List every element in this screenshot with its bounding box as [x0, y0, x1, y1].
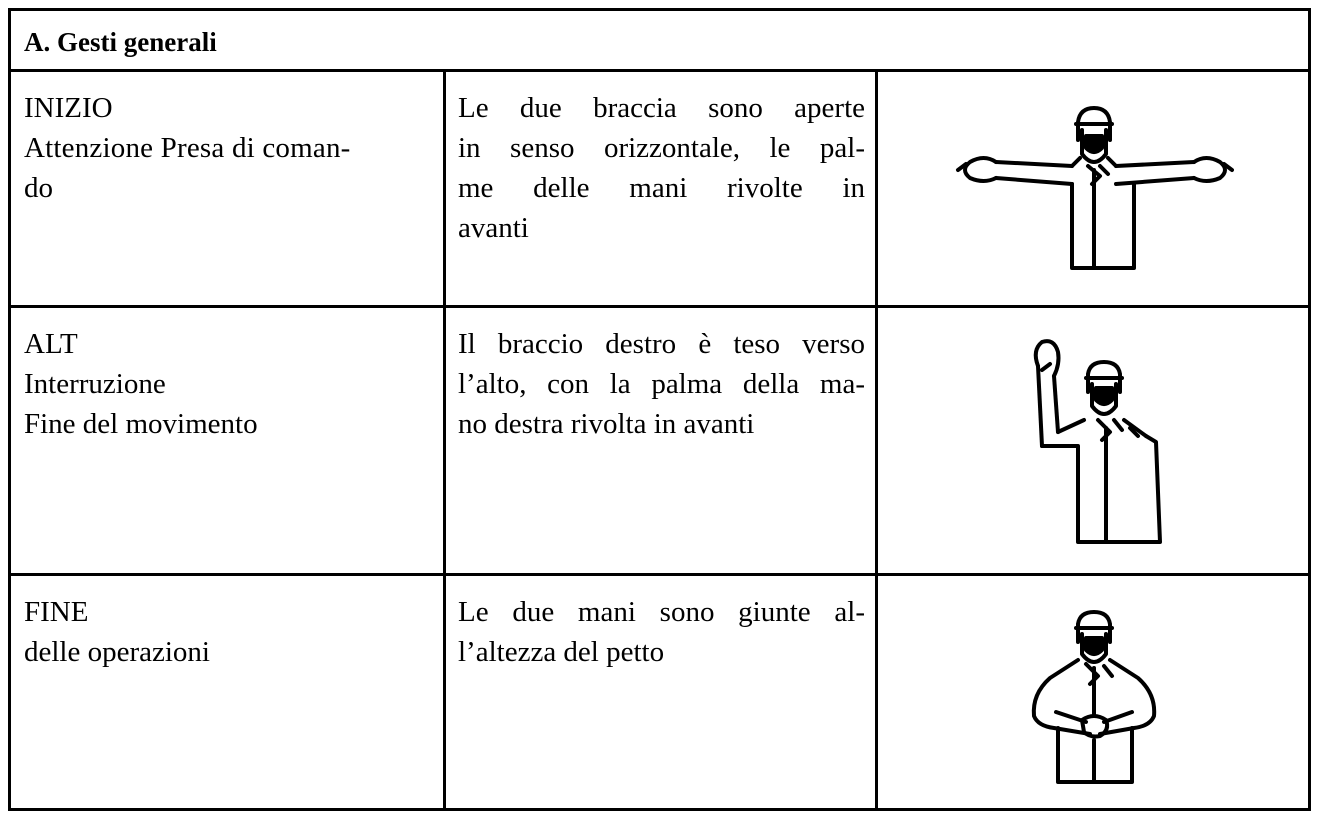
gesture-figure-cell [878, 72, 1308, 305]
table-row [11, 576, 1308, 808]
gesture-description-cell [446, 308, 878, 573]
gesture-description-cell [446, 576, 878, 808]
gestures-table [8, 8, 1311, 811]
gesture-name-line: do [24, 172, 53, 204]
gesture-description-line: l’altezza del petto [458, 636, 665, 668]
gesture-description-line: l’alto, con la palma della ma- [458, 368, 865, 400]
gesture-name-line: FINE [24, 596, 89, 628]
gesture-description-line: Il braccio destro è teso verso [458, 328, 865, 360]
arms-outstretched-signal-icon [954, 100, 1234, 280]
gesture-name-cell [11, 576, 446, 808]
gesture-description-line: Le due braccia sono aperte [458, 92, 865, 124]
table-title-row [11, 11, 1308, 72]
table-row [11, 72, 1308, 308]
gesture-description-cell [446, 72, 878, 305]
gesture-description-line: me delle mani rivolte in [458, 172, 865, 204]
gesture-description-line: Le due mani sono giunte al- [458, 596, 865, 628]
gesture-figure-cell [878, 576, 1308, 808]
section-title: A. Gesti generali [24, 27, 217, 57]
gesture-name-line: ALT [24, 328, 78, 360]
right-arm-raised-signal-icon [1028, 336, 1178, 548]
gesture-name-line: Interruzione [24, 368, 166, 400]
gesture-name-line: Fine del movimento [24, 408, 258, 440]
gesture-name-line: delle operazioni [24, 636, 210, 668]
gesture-description-line: no destra rivolta in avanti [458, 408, 755, 440]
gesture-name-cell [11, 308, 446, 573]
table-row [11, 308, 1308, 576]
gesture-figure-cell [878, 308, 1308, 573]
gesture-description-line: in senso orizzontale, le pal- [458, 132, 865, 164]
gesture-description-line: avanti [458, 212, 529, 244]
gesture-name-line: Attenzione Presa di coman- [24, 132, 351, 164]
hands-joined-chest-signal-icon [1020, 608, 1170, 788]
gesture-name-cell [11, 72, 446, 305]
gesture-name-line: INIZIO [24, 92, 113, 124]
